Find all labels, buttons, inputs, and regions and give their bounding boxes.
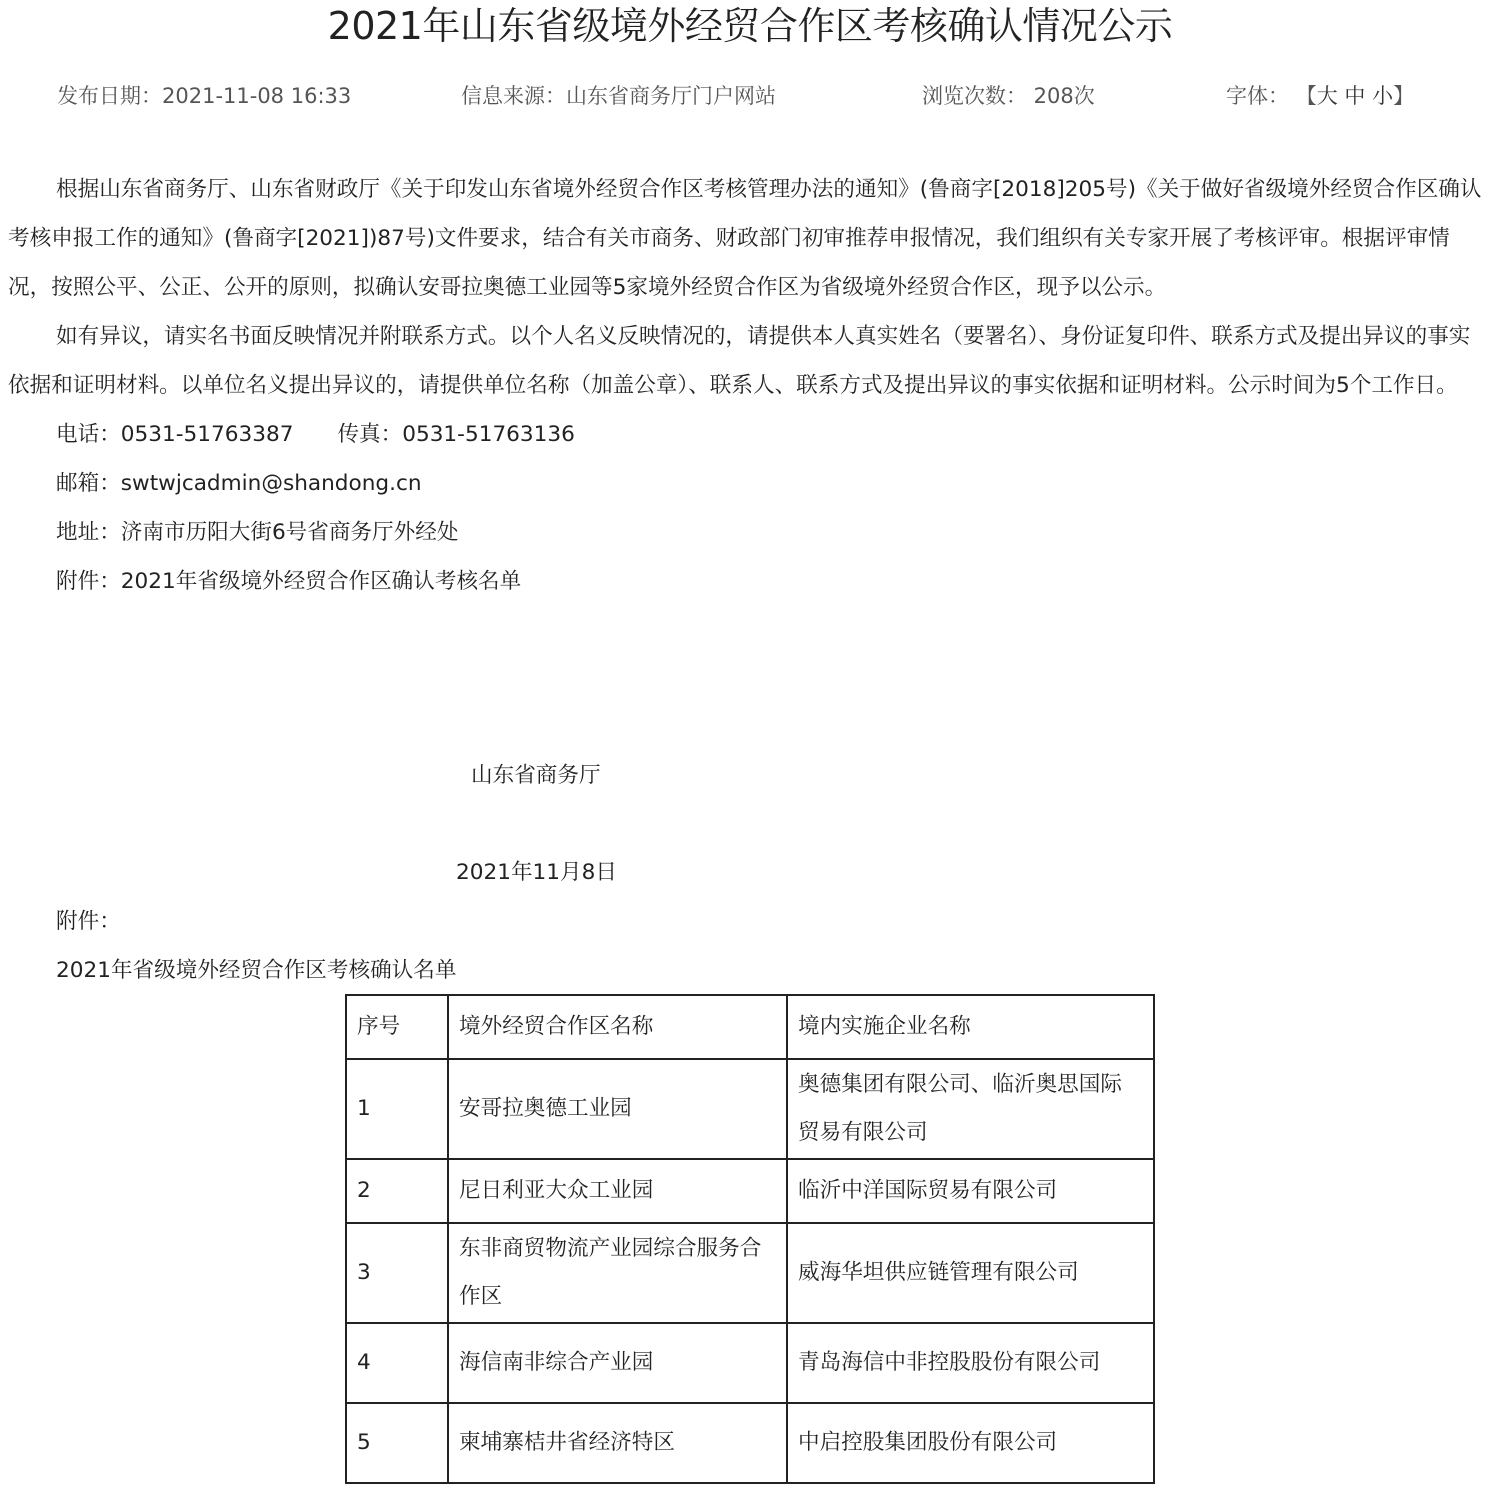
font-bracket-open: 【 — [1295, 84, 1317, 108]
font-size-small-button[interactable]: 小 — [1372, 84, 1394, 108]
row-index: 2 — [346, 1159, 448, 1223]
contact-email: 邮箱：swtwjcadmin@shandong.cn — [56, 471, 422, 496]
row-company-name: 临沂中洋国际贸易有限公司 — [787, 1159, 1154, 1223]
article-body — [8, 165, 1488, 606]
view-count: 浏览次数： 208次 — [922, 84, 1095, 108]
row-zone-name: 安哥拉奥德工业园 — [448, 1059, 787, 1159]
table-row — [346, 1059, 1154, 1159]
signature-date: 2021年11月8日 — [456, 860, 617, 885]
row-company-name: 奥德集团有限公司、临沂奥思国际贸易有限公司 — [787, 1059, 1154, 1159]
row-company-name: 中启控股集团股份有限公司 — [787, 1403, 1154, 1483]
contact-phone-fax — [8, 410, 1488, 459]
signature-org: 山东省商务厅 — [471, 763, 601, 788]
header-zone-name: 境外经贸合作区名称 — [448, 995, 787, 1059]
row-index: 5 — [346, 1403, 448, 1483]
header-company-name: 境内实施企业名称 — [787, 995, 1154, 1059]
table-row — [346, 1323, 1154, 1403]
font-size-medium-button[interactable]: 中 — [1344, 84, 1366, 108]
info-source: 信息来源：山东省商务厅门户网站 — [461, 84, 776, 108]
table-header-row — [346, 995, 1154, 1059]
row-zone-name: 东非商贸物流产业园综合服务合作区 — [448, 1223, 787, 1323]
paragraph-objection: 如有异议，请实名书面反映情况并附联系方式。以个人名义反映情况的，请提供本人真实姓名（要署名）、身份证复印件、联系方式及提出异议的事实依据和证明材料。以单位名义提出异议的，请提供单位名称（加盖公章）、联系人、联系方式及提出异议的事实依据和证明材料。公示时间为5个工作日。 — [8, 324, 1471, 398]
attachment-title: 2021年省级境外经贸合作区考核确认名单 — [56, 958, 457, 983]
row-zone-name: 尼日利亚大众工业园 — [448, 1159, 787, 1223]
row-company-name: 青岛海信中非控股股份有限公司 — [787, 1323, 1154, 1403]
font-size-label: 字体： — [1226, 84, 1289, 108]
page-title: 2021年山东省级境外经贸合作区考核确认情况公示 — [327, 4, 1173, 48]
table-row — [346, 1223, 1154, 1323]
table-row — [346, 1403, 1154, 1483]
row-company-name: 威海华坦供应链管理有限公司 — [787, 1223, 1154, 1323]
row-zone-name: 海信南非综合产业园 — [448, 1323, 787, 1403]
font-bracket-close: 】 — [1393, 84, 1415, 108]
paragraph-basis: 根据山东省商务厅、山东省财政厅《关于印发山东省境外经贸合作区考核管理办法的通知》(鲁商字[2018]205号)《关于做好省级境外经贸合作区确认考核申报工作的通知》(鲁商字[2021])87号)文件要求，结合有关市商务、财政部门初审推荐申报情况，我们组织有关专家开展了考核评审。根据评审情况，按照公平、公正、公开的原则，拟确认安哥拉奥德工业园等5家境外经贸合作区为省级境外经贸合作区，现予以公示。 — [8, 177, 1482, 300]
table-row — [346, 1159, 1154, 1223]
row-index: 3 — [346, 1223, 448, 1323]
publish-date: 发布日期：2021-11-08 16:33 — [57, 84, 352, 108]
attachment-label: 附件： — [56, 909, 121, 934]
row-zone-name: 柬埔寨桔井省经济特区 — [448, 1403, 787, 1483]
fax-number: 传真：0531-51763136 — [337, 422, 575, 447]
zone-list-table — [345, 994, 1155, 1484]
contact-address: 地址：济南市历阳大街6号省商务厅外经处 — [56, 520, 459, 545]
attachment-line: 附件：2021年省级境外经贸合作区确认考核名单 — [56, 569, 522, 594]
header-index: 序号 — [346, 995, 448, 1059]
font-size-large-button[interactable]: 大 — [1316, 84, 1338, 108]
font-size-control — [1226, 80, 1414, 112]
row-index: 4 — [346, 1323, 448, 1403]
phone-number: 电话：0531-51763387 — [56, 422, 294, 447]
article-meta — [0, 80, 1500, 112]
row-index: 1 — [346, 1059, 448, 1159]
